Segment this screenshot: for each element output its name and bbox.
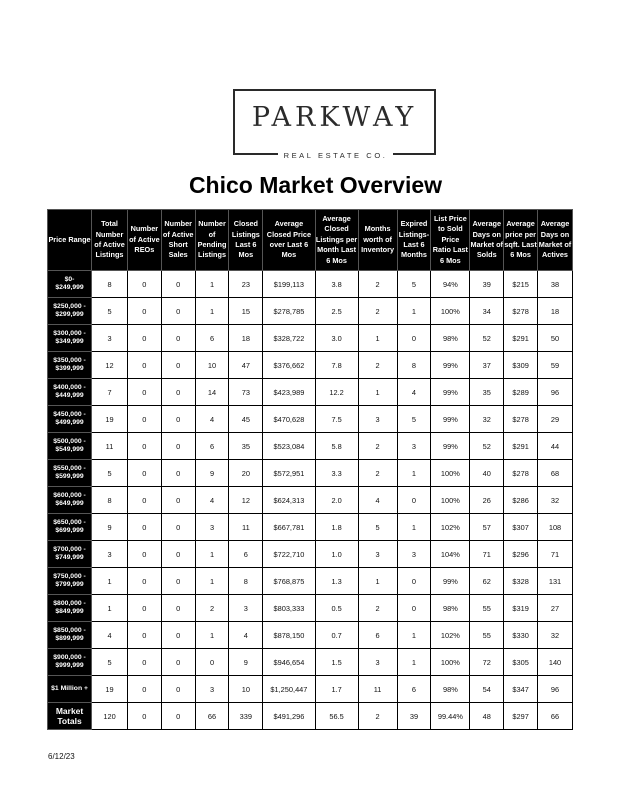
table-cell: 0	[127, 460, 161, 487]
column-header: Number of Active Short Sales	[161, 210, 195, 271]
table-cell: $946,654	[263, 649, 315, 676]
table-cell: 3	[397, 541, 431, 568]
table-cell: 0	[161, 649, 195, 676]
table-cell: 108	[538, 514, 573, 541]
price-range-label: $650,000 - $699,999	[48, 514, 92, 541]
table-cell: 2	[358, 595, 397, 622]
table-cell: 2	[358, 298, 397, 325]
table-cell: 66	[195, 703, 229, 730]
table-cell: 18	[229, 325, 263, 352]
table-cell: 0	[127, 325, 161, 352]
table-cell: 98%	[431, 595, 470, 622]
table-cell: 0	[397, 568, 431, 595]
table-cell: $291	[504, 433, 538, 460]
table-cell: 1	[397, 622, 431, 649]
table-cell: 1	[92, 568, 128, 595]
table-row	[48, 541, 573, 568]
table-cell: 27	[538, 595, 573, 622]
table-cell: $289	[504, 379, 538, 406]
table-cell: 0	[397, 325, 431, 352]
table-cell: 3	[229, 595, 263, 622]
table-cell: 8	[92, 271, 128, 298]
table-cell: 5	[358, 514, 397, 541]
table-cell: 2	[358, 460, 397, 487]
table-cell: 1	[195, 271, 229, 298]
column-header: Closed Listings Last 6 Mos	[229, 210, 263, 271]
parkway-logo	[233, 89, 436, 155]
table-cell: 32	[470, 406, 504, 433]
table-cell: 71	[538, 541, 573, 568]
table-cell: 10	[229, 676, 263, 703]
table-cell: 0	[161, 352, 195, 379]
logo-tagline: REAL ESTATE CO.	[278, 150, 394, 162]
table-row	[48, 568, 573, 595]
table-cell: $278	[504, 406, 538, 433]
table-cell: 0	[161, 406, 195, 433]
table-cell: 0	[161, 676, 195, 703]
table-cell: 4	[195, 406, 229, 433]
table-cell: 3	[195, 676, 229, 703]
table-cell: 131	[538, 568, 573, 595]
table-cell: $307	[504, 514, 538, 541]
table-cell: 59	[538, 352, 573, 379]
table-row	[48, 406, 573, 433]
column-header: Price Range	[48, 210, 92, 271]
table-cell: 8	[92, 487, 128, 514]
table-cell: 1	[358, 568, 397, 595]
table-cell: $330	[504, 622, 538, 649]
price-range-label: $800,000 - $849,999	[48, 595, 92, 622]
table-cell: 3	[195, 514, 229, 541]
table-row	[48, 460, 573, 487]
table-cell: 9	[92, 514, 128, 541]
table-cell: 0	[161, 325, 195, 352]
table-cell: 100%	[431, 487, 470, 514]
column-header: Average Days on Market of Actives	[538, 210, 573, 271]
table-cell: 0	[161, 595, 195, 622]
table-cell: 35	[229, 433, 263, 460]
table-row	[48, 325, 573, 352]
table-cell: $624,313	[263, 487, 315, 514]
table-cell: 6	[229, 541, 263, 568]
price-range-label: $500,000 - $549,999	[48, 433, 92, 460]
logo-wordmark: PARKWAY	[251, 102, 418, 133]
table-row	[48, 676, 573, 703]
table-cell: 1	[92, 595, 128, 622]
table-cell: $328,722	[263, 325, 315, 352]
price-range-label: $1 Million +	[48, 676, 92, 703]
table-cell: 0	[127, 433, 161, 460]
page-title: Chico Market Overview	[188, 172, 443, 198]
column-header: Number of Pending Listings	[195, 210, 229, 271]
table-cell: 3	[358, 541, 397, 568]
table-row	[48, 271, 573, 298]
table-cell: 6	[195, 325, 229, 352]
table-cell: $319	[504, 595, 538, 622]
table-cell: 98%	[431, 676, 470, 703]
table-cell: 73	[229, 379, 263, 406]
table-cell: 56.5	[315, 703, 358, 730]
table-cell: 55	[470, 622, 504, 649]
table-cell: 0	[127, 406, 161, 433]
table-cell: 47	[229, 352, 263, 379]
table-row	[48, 649, 573, 676]
table-cell: 2	[358, 703, 397, 730]
table-cell: $328	[504, 568, 538, 595]
table-cell: 5	[397, 406, 431, 433]
table-cell: 1	[397, 460, 431, 487]
table-cell: 19	[92, 676, 128, 703]
price-range-label: $750,000 - $799,999	[48, 568, 92, 595]
table-cell: 0.5	[315, 595, 358, 622]
table-cell: 96	[538, 676, 573, 703]
table-cell: 99%	[431, 568, 470, 595]
table-cell: 6	[195, 433, 229, 460]
table-cell: 3	[397, 433, 431, 460]
table-cell: $278,785	[263, 298, 315, 325]
table-cell: 0	[127, 379, 161, 406]
table-cell: 4	[92, 622, 128, 649]
column-header: List Price to Sold Price Ratio Last 6 Mos	[431, 210, 470, 271]
table-cell: 34	[470, 298, 504, 325]
table-cell: 3.0	[315, 325, 358, 352]
table-cell: 5	[92, 649, 128, 676]
table-cell: 2.0	[315, 487, 358, 514]
table-cell: 38	[538, 271, 573, 298]
table-cell: 12	[229, 487, 263, 514]
table-cell: 5	[397, 271, 431, 298]
table-cell: 44	[538, 433, 573, 460]
table-cell: 339	[229, 703, 263, 730]
table-cell: $376,662	[263, 352, 315, 379]
table-cell: $470,628	[263, 406, 315, 433]
table-cell: 98%	[431, 325, 470, 352]
table-cell: 1.3	[315, 568, 358, 595]
totals-row	[48, 703, 573, 730]
table-cell: 55	[470, 595, 504, 622]
table-cell: 11	[229, 514, 263, 541]
table-cell: 0	[127, 568, 161, 595]
table-cell: 72	[470, 649, 504, 676]
table-cell: 4	[397, 379, 431, 406]
table-cell: 0	[127, 541, 161, 568]
table-cell: 52	[470, 433, 504, 460]
table-cell: $423,989	[263, 379, 315, 406]
table-cell: $278	[504, 298, 538, 325]
table-cell: 140	[538, 649, 573, 676]
table-cell: 11	[92, 433, 128, 460]
table-cell: 45	[229, 406, 263, 433]
table-cell: 5.8	[315, 433, 358, 460]
table-cell: 99%	[431, 406, 470, 433]
table-cell: 0	[161, 514, 195, 541]
table-cell: 3	[358, 649, 397, 676]
table-cell: 0	[127, 649, 161, 676]
column-header: Expired Listings- Last 6 Months	[397, 210, 431, 271]
table-cell: 57	[470, 514, 504, 541]
table-cell: 4	[195, 487, 229, 514]
table-cell: $347	[504, 676, 538, 703]
table-cell: $667,781	[263, 514, 315, 541]
table-cell: 1	[358, 379, 397, 406]
table-cell: 3	[92, 541, 128, 568]
table-cell: $491,296	[263, 703, 315, 730]
table-cell: 26	[470, 487, 504, 514]
price-range-label: $250,000 - $299,999	[48, 298, 92, 325]
table-cell: 100%	[431, 298, 470, 325]
table-cell: 10	[195, 352, 229, 379]
table-cell: 0	[161, 379, 195, 406]
table-cell: $297	[504, 703, 538, 730]
table-cell: 3	[358, 406, 397, 433]
table-header-row	[48, 210, 573, 271]
table-cell: 39	[397, 703, 431, 730]
table-cell: 104%	[431, 541, 470, 568]
table-cell: $768,875	[263, 568, 315, 595]
table-cell: 102%	[431, 622, 470, 649]
table-cell: 0	[397, 487, 431, 514]
table-cell: 0	[161, 433, 195, 460]
table-cell: 96	[538, 379, 573, 406]
table-row	[48, 433, 573, 460]
table-cell: 0	[161, 622, 195, 649]
table-cell: 2	[195, 595, 229, 622]
table-cell: 0	[127, 352, 161, 379]
table-cell: 94%	[431, 271, 470, 298]
table-cell: $296	[504, 541, 538, 568]
market-table	[47, 209, 573, 730]
table-cell: 20	[229, 460, 263, 487]
table-cell: 29	[538, 406, 573, 433]
table-cell: 0	[127, 676, 161, 703]
report-date: 6/12/23	[48, 752, 75, 761]
table-cell: $803,333	[263, 595, 315, 622]
price-range-label: $350,000 - $399,999	[48, 352, 92, 379]
table-cell: 50	[538, 325, 573, 352]
table-cell: 120	[92, 703, 128, 730]
table-cell: 0	[161, 703, 195, 730]
table-row	[48, 514, 573, 541]
table-cell: 11	[358, 676, 397, 703]
table-cell: 0	[161, 568, 195, 595]
table-cell: 0	[127, 622, 161, 649]
table-cell: 1	[195, 298, 229, 325]
table-cell: 0	[161, 298, 195, 325]
table-cell: $722,710	[263, 541, 315, 568]
table-cell: 7.8	[315, 352, 358, 379]
table-cell: $878,150	[263, 622, 315, 649]
table-cell: $1,250,447	[263, 676, 315, 703]
table-cell: $199,113	[263, 271, 315, 298]
table-cell: 8	[397, 352, 431, 379]
table-cell: 0	[195, 649, 229, 676]
table-cell: $215	[504, 271, 538, 298]
table-cell: 54	[470, 676, 504, 703]
table-cell: 0	[127, 487, 161, 514]
table-cell: 0.7	[315, 622, 358, 649]
column-header: Months worth of Inventory	[358, 210, 397, 271]
table-cell: 18	[538, 298, 573, 325]
table-cell: $523,084	[263, 433, 315, 460]
table-cell: 15	[229, 298, 263, 325]
table-cell: 35	[470, 379, 504, 406]
table-cell: 1.5	[315, 649, 358, 676]
table-cell: 0	[127, 703, 161, 730]
table-cell: 1	[397, 514, 431, 541]
price-range-label: $300,000 - $349,999	[48, 325, 92, 352]
table-cell: 0	[161, 487, 195, 514]
table-cell: 0	[161, 271, 195, 298]
column-header: Average price per sqft. Last 6 Mos	[504, 210, 538, 271]
column-header: Number of Active REOs	[127, 210, 161, 271]
table-cell: 1	[397, 649, 431, 676]
table-cell: 1	[195, 568, 229, 595]
table-cell: 1.7	[315, 676, 358, 703]
table-cell: 1.0	[315, 541, 358, 568]
column-header: Average Closed Price over Last 6 Mos	[263, 210, 315, 271]
table-cell: 71	[470, 541, 504, 568]
table-cell: 99.44%	[431, 703, 470, 730]
table-cell: 99%	[431, 352, 470, 379]
table-cell: 39	[470, 271, 504, 298]
table-cell: $305	[504, 649, 538, 676]
price-range-label: $900,000 - $999,999	[48, 649, 92, 676]
table-cell: 4	[229, 622, 263, 649]
table-cell: 0	[127, 595, 161, 622]
table-cell: 40	[470, 460, 504, 487]
table-cell: 2.5	[315, 298, 358, 325]
column-header: Total Number of Active Listings	[92, 210, 128, 271]
price-range-label: $550,000 - $599,999	[48, 460, 92, 487]
table-cell: 6	[397, 676, 431, 703]
price-range-label: Market Totals	[48, 703, 92, 730]
table-cell: 1	[358, 325, 397, 352]
table-cell: 3	[92, 325, 128, 352]
table-cell: 66	[538, 703, 573, 730]
price-range-label: $0- $249,999	[48, 271, 92, 298]
table-cell: 6	[358, 622, 397, 649]
column-header: Average Closed Listings per Month Last 6 Mos	[315, 210, 358, 271]
table-cell: 8	[229, 568, 263, 595]
table-cell: 0	[127, 271, 161, 298]
table-cell: 14	[195, 379, 229, 406]
table-cell: 4	[358, 487, 397, 514]
table-cell: $278	[504, 460, 538, 487]
table-cell: 12	[92, 352, 128, 379]
table-row	[48, 298, 573, 325]
table-cell: 100%	[431, 649, 470, 676]
table-cell: 3.8	[315, 271, 358, 298]
table-cell: 23	[229, 271, 263, 298]
table-cell: 2	[358, 433, 397, 460]
table-cell: 2	[358, 352, 397, 379]
table-cell: 9	[229, 649, 263, 676]
price-range-label: $850,000 - $899,999	[48, 622, 92, 649]
table-cell: 99%	[431, 379, 470, 406]
table-cell: 1.8	[315, 514, 358, 541]
table-cell: 0	[397, 595, 431, 622]
price-range-label: $600,000 - $649,999	[48, 487, 92, 514]
table-cell: 19	[92, 406, 128, 433]
logo-tagline-wrap	[234, 150, 437, 162]
table-cell: 102%	[431, 514, 470, 541]
column-header: Average Days on Market of Solds	[470, 210, 504, 271]
table-cell: 7	[92, 379, 128, 406]
price-range-label: $450,000 - $499,999	[48, 406, 92, 433]
table-cell: 0	[127, 514, 161, 541]
table-cell: 62	[470, 568, 504, 595]
table-cell: 48	[470, 703, 504, 730]
table-row	[48, 487, 573, 514]
table-cell: 12.2	[315, 379, 358, 406]
table-cell: 99%	[431, 433, 470, 460]
table-cell: 0	[161, 460, 195, 487]
table-row	[48, 352, 573, 379]
table-cell: 5	[92, 460, 128, 487]
table-row	[48, 379, 573, 406]
table-cell: 3.3	[315, 460, 358, 487]
table-body	[48, 271, 573, 730]
table-cell: 0	[127, 298, 161, 325]
table-cell: 52	[470, 325, 504, 352]
table-cell: 100%	[431, 460, 470, 487]
table-cell: 1	[397, 298, 431, 325]
table-row	[48, 622, 573, 649]
table-cell: 0	[161, 541, 195, 568]
table-cell: 9	[195, 460, 229, 487]
table-row	[48, 595, 573, 622]
table-cell: 5	[92, 298, 128, 325]
table-cell: $291	[504, 325, 538, 352]
table-cell: 7.5	[315, 406, 358, 433]
table-cell: 68	[538, 460, 573, 487]
table-cell: 32	[538, 622, 573, 649]
table-cell: 2	[358, 271, 397, 298]
table-cell: $286	[504, 487, 538, 514]
table-cell: 37	[470, 352, 504, 379]
table-cell: $572,951	[263, 460, 315, 487]
table-cell: 1	[195, 541, 229, 568]
table-cell: 1	[195, 622, 229, 649]
table-cell: $309	[504, 352, 538, 379]
table-cell: 32	[538, 487, 573, 514]
price-range-label: $400,000 - $449,999	[48, 379, 92, 406]
price-range-label: $700,000 - $749,999	[48, 541, 92, 568]
